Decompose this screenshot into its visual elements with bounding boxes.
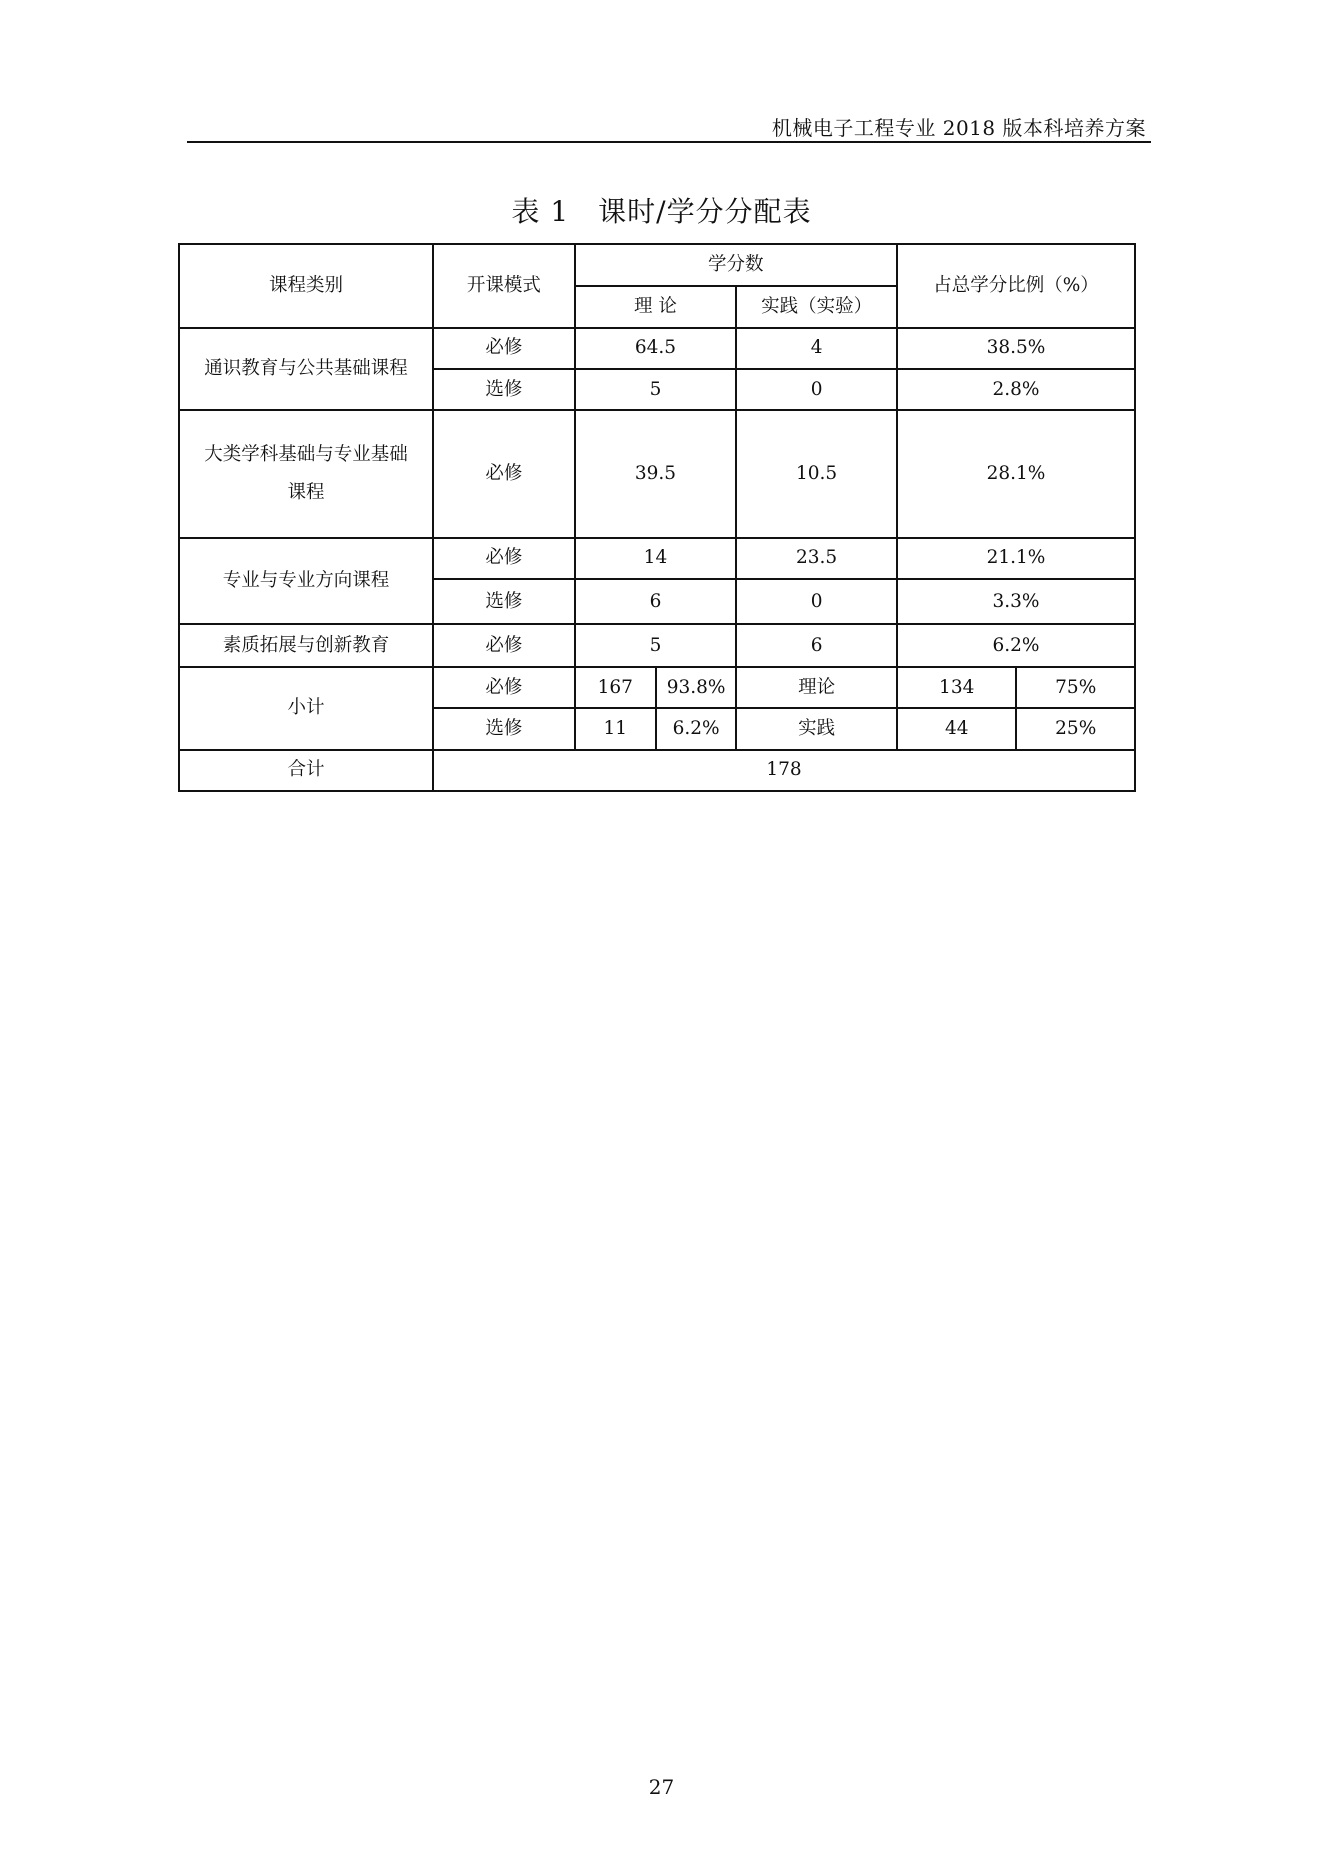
subtotal-type: 实践 [736, 708, 897, 749]
subtotal-type-percent: 25% [1016, 708, 1135, 749]
ratio-cell: 3.3% [897, 579, 1135, 624]
theory-cell: 64.5 [575, 328, 737, 369]
table-title: 表 1 课时/学分分配表 [511, 195, 812, 228]
practice-cell: 10.5 [736, 410, 897, 537]
mode-cell: 选修 [433, 708, 575, 749]
theory-cell: 5 [575, 369, 737, 410]
theory-cell: 14 [575, 538, 737, 579]
theory-cell: 39.5 [575, 410, 737, 537]
subtotal-percent: 6.2% [656, 708, 736, 749]
header-category: 课程类别 [179, 244, 433, 328]
practice-cell: 4 [736, 328, 897, 369]
mode-cell: 必修 [433, 328, 575, 369]
ratio-cell: 6.2% [897, 624, 1135, 666]
table-row [179, 538, 1135, 579]
running-header: 机械电子工程专业 2018 版本科培养方案 [771, 116, 1146, 140]
total-label: 合计 [179, 750, 433, 791]
category-cell: 大类学科基础与专业基础课程 [179, 410, 433, 537]
ratio-cell: 2.8% [897, 369, 1135, 410]
ratio-cell: 28.1% [897, 410, 1135, 537]
ratio-cell: 38.5% [897, 328, 1135, 369]
subtotal-label: 小计 [179, 667, 433, 750]
header-credits: 学分数 [575, 244, 897, 286]
header-theory: 理 论 [575, 286, 737, 327]
total-value: 178 [433, 750, 1135, 791]
subtotal-row [179, 667, 1135, 708]
subtotal-type-percent: 75% [1016, 667, 1135, 708]
practice-cell: 23.5 [736, 538, 897, 579]
header-ratio: 占总学分比例（%） [897, 244, 1135, 328]
total-row [179, 750, 1135, 791]
practice-cell: 0 [736, 369, 897, 410]
mode-cell: 选修 [433, 369, 575, 410]
category-cell: 专业与专业方向课程 [179, 538, 433, 625]
practice-cell: 0 [736, 579, 897, 624]
mode-cell: 选修 [433, 579, 575, 624]
subtotal-credits: 11 [575, 708, 656, 749]
category-cell: 素质拓展与创新教育 [179, 624, 433, 666]
table-row [179, 624, 1135, 666]
subtotal-percent: 93.8% [656, 667, 736, 708]
mode-cell: 必修 [433, 410, 575, 537]
theory-cell: 6 [575, 579, 737, 624]
theory-cell: 5 [575, 624, 737, 666]
header-rule [187, 141, 1151, 143]
page-number: 27 [648, 1775, 675, 1799]
ratio-cell: 21.1% [897, 538, 1135, 579]
subtotal-credits: 167 [575, 667, 656, 708]
subtotal-type: 理论 [736, 667, 897, 708]
category-cell: 通识教育与公共基础课程 [179, 328, 433, 411]
table-row [179, 410, 1135, 537]
credit-allocation-table [178, 243, 1136, 792]
subtotal-type-credits: 134 [897, 667, 1016, 708]
mode-cell: 必修 [433, 624, 575, 666]
header-practice: 实践（实验） [736, 286, 897, 327]
table-row [179, 328, 1135, 369]
mode-cell: 必修 [433, 538, 575, 579]
subtotal-type-credits: 44 [897, 708, 1016, 749]
mode-cell: 必修 [433, 667, 575, 708]
practice-cell: 6 [736, 624, 897, 666]
header-mode: 开课模式 [433, 244, 575, 328]
